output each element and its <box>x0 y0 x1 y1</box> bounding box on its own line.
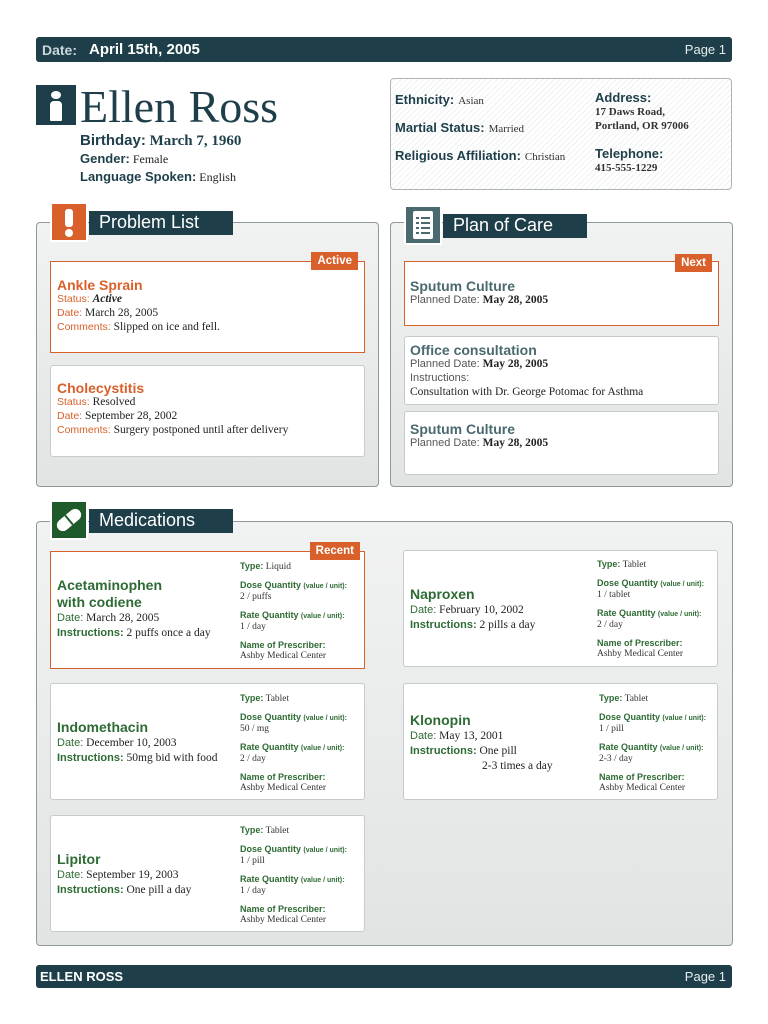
page-number: Page 1 <box>684 42 726 57</box>
religion-label: Religious Affiliation: <box>395 148 521 163</box>
plan-name: Office consultation <box>410 342 537 358</box>
unit-label: (value / unit): <box>300 612 345 620</box>
planned-value: May 28, 2005 <box>482 358 549 370</box>
date-value: April 15th, 2005 <box>89 41 200 58</box>
status-label: Status: <box>57 396 90 408</box>
rate-value: 2-3 / day <box>599 754 633 764</box>
plan-card[interactable] <box>404 411 719 475</box>
instructions-label: Instructions: <box>410 619 477 631</box>
rate-value: 2 / day <box>240 754 266 764</box>
instructions-value-line2: 2-3 times a day <box>482 760 553 772</box>
religion-value: Christian <box>524 151 566 163</box>
footer-bar <box>36 965 732 988</box>
address-line2: Portland, OR 97006 <box>595 120 689 132</box>
gender-label: Gender: <box>80 151 130 166</box>
footer-page-number: Page 1 <box>684 969 726 984</box>
prescriber-value: Ashby Medical Center <box>597 649 684 659</box>
unit-label: (value / unit): <box>300 744 345 752</box>
address-label: Address: <box>595 90 652 105</box>
ethnicity-value: Asian <box>458 95 484 107</box>
prescriber-value: Ashby Medical Center <box>599 783 686 793</box>
unit-label: (value / unit): <box>300 876 345 884</box>
comments-value: Slipped on ice and fell. <box>113 321 220 333</box>
patient-name: Ellen Ross <box>80 81 279 132</box>
rate-value: 1 / day <box>240 622 266 632</box>
type-value: Tablet <box>265 826 290 836</box>
date-value: February 10, 2002 <box>439 604 524 616</box>
plan-name: Sputum Culture <box>410 278 515 294</box>
type-label: Type: <box>240 825 264 835</box>
type-value: Tablet <box>265 694 290 704</box>
date-value: December 10, 2003 <box>86 737 177 749</box>
active-tag: Active <box>311 252 358 270</box>
dose-label: Dose Quantity <box>240 579 302 590</box>
comments-label: Comments: <box>57 424 111 436</box>
instructions-value: Consultation with Dr. George Potomac for Asthma <box>410 386 644 398</box>
medication-card[interactable] <box>50 683 365 800</box>
medication-name: Indomethacin <box>57 719 149 735</box>
type-label: Type: <box>599 693 623 703</box>
comments-value: Surgery postponed until after delivery <box>113 424 289 436</box>
type-label: Type: <box>240 693 264 703</box>
instructions-value: 2 puffs once a day <box>126 627 211 639</box>
date-value: September 28, 2002 <box>84 410 178 422</box>
medication-card[interactable] <box>50 815 365 932</box>
birthday-label: Birthday: <box>80 132 146 149</box>
problem-list-title: Problem List <box>89 211 233 235</box>
person-icon <box>36 85 76 125</box>
exclamation-icon <box>50 202 88 242</box>
date-label: Date: <box>57 869 84 881</box>
unit-label: (value / unit): <box>662 714 706 722</box>
instructions-label: Instructions: <box>57 627 124 639</box>
plan-of-care-panel <box>390 222 733 487</box>
unit-label: (value / unit): <box>303 846 347 854</box>
medication-card[interactable] <box>50 545 365 669</box>
instructions-value: One pill <box>479 745 517 757</box>
problem-name: Ankle Sprain <box>57 277 143 293</box>
date-label: Date: <box>57 612 84 624</box>
dose-value: 1 / tablet <box>597 590 631 600</box>
prescriber-value: Ashby Medical Center <box>240 915 327 925</box>
unit-label: (value / unit): <box>303 582 347 590</box>
prescriber-value: Ashby Medical Center <box>240 651 327 661</box>
problem-name: Cholecystitis <box>57 380 145 396</box>
prescriber-label: Name of Prescriber: <box>597 637 683 648</box>
plan-card[interactable] <box>404 257 719 326</box>
patient-demographics <box>80 132 241 186</box>
date-value: March 28, 2005 <box>84 307 159 319</box>
planned-value: May 28, 2005 <box>482 437 549 449</box>
medication-card[interactable] <box>403 550 718 667</box>
date-label: Date: <box>57 307 83 319</box>
rate-value: 2 / day <box>597 620 623 630</box>
medication-name-line2: with codiene <box>57 594 142 610</box>
unit-label: (value / unit): <box>659 744 704 752</box>
footer-name: ELLEN ROSS <box>40 969 124 984</box>
medication-name: Klonopin <box>410 712 471 728</box>
instructions-label: Instructions: <box>410 745 477 757</box>
birthday-value: March 7, 1960 <box>149 133 242 149</box>
medications-title: Medications <box>89 509 233 533</box>
comments-label: Comments: <box>57 321 111 333</box>
plan-name: Sputum Culture <box>410 421 515 437</box>
date-label: Date: <box>410 730 437 742</box>
prescriber-label: Name of Prescriber: <box>599 771 685 782</box>
planned-label: Planned Date: <box>410 437 480 449</box>
date-value: May 13, 2001 <box>439 730 504 742</box>
dose-value: 1 / pill <box>599 724 624 734</box>
prescriber-label: Name of Prescriber: <box>240 903 326 914</box>
planned-value: May 28, 2005 <box>482 294 549 306</box>
status-value: Resolved <box>92 396 136 408</box>
dose-label: Dose Quantity <box>599 711 661 722</box>
problem-card[interactable] <box>50 365 365 457</box>
instructions-label: Instructions: <box>57 884 124 896</box>
planned-label: Planned Date: <box>410 294 480 306</box>
problem-list-panel <box>36 222 379 487</box>
plan-card[interactable] <box>404 336 719 405</box>
next-tag: Next <box>675 254 712 272</box>
header-bar <box>36 37 732 62</box>
patient-info-box <box>390 78 732 190</box>
telephone-label: Telephone: <box>595 146 664 161</box>
gender-value: Female <box>132 152 169 166</box>
dose-value: 2 / puffs <box>240 592 272 602</box>
date-label: Date: <box>57 410 83 422</box>
unit-label: (value / unit): <box>303 714 347 722</box>
marital-label: Martial Status: <box>395 120 485 135</box>
instructions-value: 50mg bid with food <box>126 752 218 764</box>
type-value: Liquid <box>265 562 292 572</box>
plan-of-care-title: Plan of Care <box>443 214 587 238</box>
medication-name: Naproxen <box>410 586 475 602</box>
recent-tag: Recent <box>310 542 360 560</box>
planned-label: Planned Date: <box>410 358 480 370</box>
dose-label: Dose Quantity <box>240 843 302 854</box>
date-label: Date: <box>42 42 78 58</box>
type-value: Tablet <box>622 560 647 570</box>
medication-name: Acetaminophen <box>57 577 163 593</box>
medications-panel <box>36 521 733 946</box>
rate-label: Rate Quantity <box>599 741 658 752</box>
medication-card[interactable] <box>403 683 718 800</box>
ethnicity-label: Ethnicity: <box>395 92 455 107</box>
problem-card[interactable] <box>50 255 365 353</box>
dose-label: Dose Quantity <box>240 711 302 722</box>
unit-label: (value / unit): <box>660 580 704 588</box>
prescriber-label: Name of Prescriber: <box>240 771 326 782</box>
instructions-label: Instructions: <box>57 752 124 764</box>
document-list-icon <box>404 205 442 245</box>
type-value: Tablet <box>624 694 649 704</box>
pill-icon <box>50 500 88 540</box>
rate-label: Rate Quantity <box>240 873 299 884</box>
date-value: September 19, 2003 <box>86 869 179 881</box>
date-label: Date: <box>410 604 437 616</box>
date-value: March 28, 2005 <box>86 612 160 624</box>
language-value: English <box>199 170 236 184</box>
instructions-value: 2 pills a day <box>479 619 536 631</box>
language-label: Language Spoken: <box>80 169 197 184</box>
dose-label: Dose Quantity <box>597 577 659 588</box>
unit-label: (value / unit): <box>657 610 702 618</box>
rate-label: Rate Quantity <box>597 607 656 618</box>
address-line1: 17 Daws Road, <box>595 106 665 118</box>
dose-value: 1 / pill <box>240 856 265 866</box>
telephone-value: 415-555-1229 <box>595 162 658 174</box>
prescriber-label: Name of Prescriber: <box>240 639 326 650</box>
status-value: Active <box>92 293 122 305</box>
instructions-label: Instructions: <box>410 372 470 384</box>
dose-value: 50 / mg <box>240 724 270 734</box>
type-label: Type: <box>597 559 621 569</box>
status-label: Status: <box>57 293 90 305</box>
prescriber-value: Ashby Medical Center <box>240 783 327 793</box>
instructions-value: One pill a day <box>126 884 192 896</box>
medication-name: Lipitor <box>57 851 101 867</box>
marital-value: Married <box>488 123 525 135</box>
type-label: Type: <box>240 561 264 571</box>
date-label: Date: <box>57 737 84 749</box>
rate-label: Rate Quantity <box>240 609 299 620</box>
rate-label: Rate Quantity <box>240 741 299 752</box>
rate-value: 1 / day <box>240 886 266 896</box>
